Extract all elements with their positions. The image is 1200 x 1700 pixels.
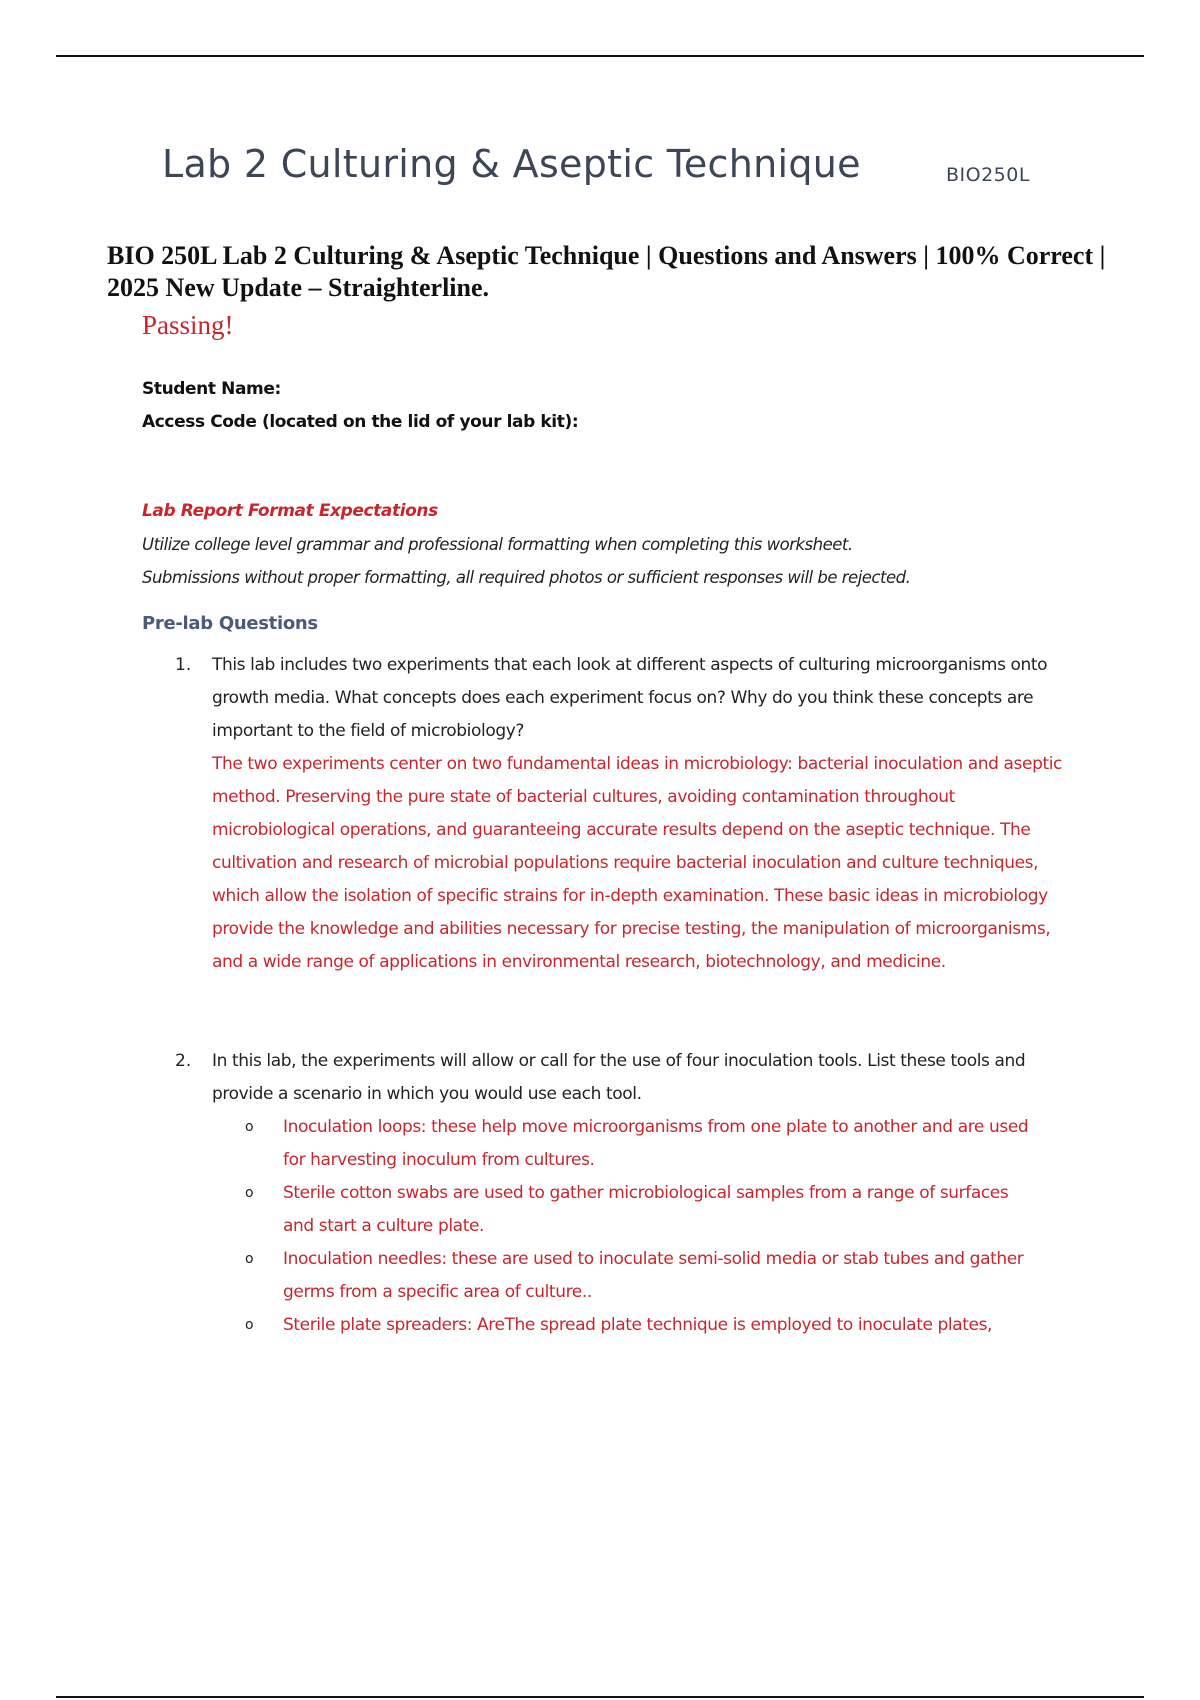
tool-description: Sterile cotton swabs are used to gather microbiological samples from a range of surfaces and start a culture plate. (283, 1183, 1009, 1236)
passing-label: Passing! (142, 310, 234, 340)
main-heading: BIO 250L Lab 2 Culturing & Aseptic Technique | Questions and Answers | 100% Correct | 2025 New Update – Straighterline. (107, 241, 1106, 302)
document-header (162, 142, 1062, 202)
tool-description: Inoculation loops: these help move microorganisms from one plate to another and are used for harvesting inoculum from cultures. (283, 1117, 1029, 1170)
list-item (245, 1243, 1035, 1309)
document-title: Lab 2 Culturing & Aseptic Technique (162, 142, 861, 186)
question-text: This lab includes two experiments that each look at different aspects of culturing microorganisms onto growth media. What concepts does each experiment focus on? Why do you think these concepts are important to the field of microbiology? (212, 655, 1048, 741)
course-code: BIO250L (946, 164, 1030, 186)
student-name-label: Student Name: (142, 379, 281, 399)
format-expectation-line: Utilize college level grammar and professional formatting when completing this worksheet. (142, 535, 853, 554)
bullet-icon: o (245, 1185, 254, 1201)
bottom-rule (56, 1696, 1144, 1698)
prelab-section-title: Pre-lab Questions (142, 613, 318, 634)
access-code-label: Access Code (located on the lid of your lab kit): (142, 412, 579, 432)
list-item (245, 1177, 1035, 1243)
format-expectation-line: Submissions without proper formatting, all required photos or sufficient responses will be rejected. (142, 568, 911, 587)
tool-description: Sterile plate spreaders: AreThe spread plate technique is employed to inoculate plates, (283, 1315, 993, 1335)
question-text: In this lab, the experiments will allow or call for the use of four inoculation tools. List these tools and provide a scenario in which you would use each tool. (212, 1051, 1026, 1104)
answer-text: The two experiments center on two fundamental ideas in microbiology: bacterial inoculation and aseptic method. Preserving the pure state of bacterial cultures, avoiding contamination throughout microbiological operations, and guaranteeing accurate results depend on the aseptic technique. The cultivation and research of microbial populations require bacterial inoculation and culture techniques, which allow the isolation of specific strains for in-depth examination. These basic ideas in microbiology provide the knowledge and abilities necessary for precise testing, the manipulation of microorganisms, and a wide range of applications in environmental research, biotechnology, and medicine. (212, 754, 1062, 972)
bullet-icon: o (245, 1119, 254, 1135)
question-number: 2. (175, 1051, 192, 1071)
bullet-icon: o (245, 1317, 254, 1333)
question-body (212, 1045, 1067, 1342)
top-rule (56, 55, 1144, 57)
list-item (245, 1309, 1035, 1342)
list-item (245, 1111, 1035, 1177)
question-body (212, 649, 1067, 979)
format-expectations-title: Lab Report Format Expectations (142, 501, 438, 521)
bullet-icon: o (245, 1251, 254, 1267)
tool-list (245, 1111, 1035, 1342)
question-number: 1. (175, 655, 192, 675)
tool-description: Inoculation needles: these are used to inoculate semi-solid media or stab tubes and gather germs from a specific area of culture.. (283, 1249, 1024, 1302)
